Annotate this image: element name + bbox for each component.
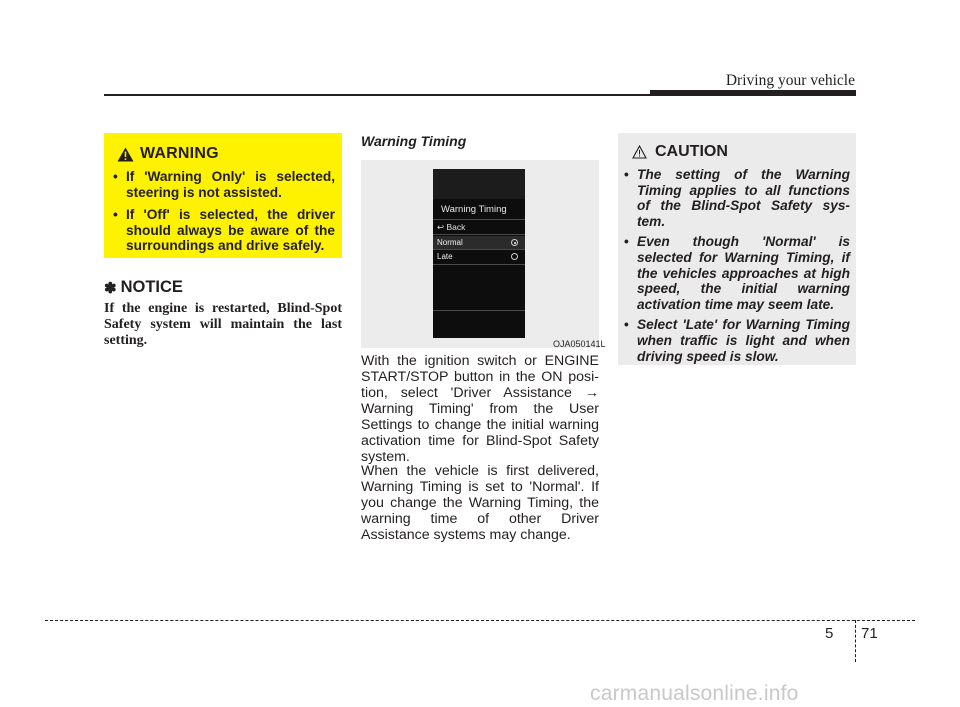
notice-mark-icon: ✽ <box>104 279 117 297</box>
warning-item: • If 'Off' is selected, the driver should always be aware of the surroundings and drive safely. <box>113 207 335 254</box>
warning-item: • If 'Warning Only' is selected, steering is not assisted. <box>113 169 335 200</box>
caution-header <box>632 143 728 161</box>
notice-heading <box>104 278 183 297</box>
caution-item: • Select 'Late' for Warning Timing when traffic is light and when driving speed is slow. <box>624 317 850 364</box>
radio-unselected-icon <box>511 253 518 260</box>
screen-top-band <box>433 169 525 199</box>
page-number: 71 <box>861 625 878 642</box>
warning-title: WARNING <box>140 145 219 162</box>
body-paragraph: When the vehicle is first delivered, Warning Timing is set to 'Normal'. If you change the Warning Timing, the warning time of other Driver Assistance systems may change. <box>361 463 599 543</box>
screen-divider <box>433 264 525 265</box>
footer-separator <box>855 620 856 662</box>
warning-timing-heading: Warning Timing <box>361 133 467 149</box>
screen-divider <box>433 249 525 250</box>
screen-divider <box>433 234 525 235</box>
notice-title: NOTICE <box>120 278 183 296</box>
warning-triangle-icon <box>117 147 134 162</box>
figure-code: OJA050141L <box>553 339 606 349</box>
screen-option-normal: Normal <box>437 238 463 247</box>
caution-item: • Even though 'Normal' is selected for Warning Timing, if the vehicles approaches at high speed, the initial warning activation time may seem late. <box>624 234 850 312</box>
screen-option-late: Late <box>437 252 453 261</box>
radio-selected-icon <box>511 239 518 246</box>
screen-title: Warning Timing <box>441 204 507 215</box>
footer-rule <box>45 620 915 621</box>
caution-triangle-icon <box>632 145 647 159</box>
caution-item: • The setting of the Warning Timing applies to all functions of the Blind-Spot Safety sys-tem. <box>624 167 850 229</box>
warning-list <box>113 169 335 261</box>
screen-back-button: ↩ Back <box>437 222 466 232</box>
screen-divider <box>433 310 525 311</box>
warning-header <box>117 145 219 163</box>
header-bar <box>650 90 856 96</box>
back-arrow-icon: ↩ <box>437 222 445 232</box>
notice-text: If the engine is restarted, Blind-Spot Safety system will maintain the last setting. <box>104 301 342 348</box>
chapter-number: 5 <box>825 625 834 642</box>
section-title: Driving your vehicle <box>725 72 855 89</box>
caution-title: CAUTION <box>655 143 728 160</box>
watermark: carmanualsonline.info <box>590 682 799 705</box>
caution-list <box>624 167 850 369</box>
body-paragraph: With the ignition switch or ENGINE START/STOP button in the ON posi-tion, select 'Driver Assistance → Warning Timing' from the User Settings to change the initial warning activation time for Blind-Spot Safety system. <box>361 353 599 465</box>
screen-divider <box>433 219 525 220</box>
